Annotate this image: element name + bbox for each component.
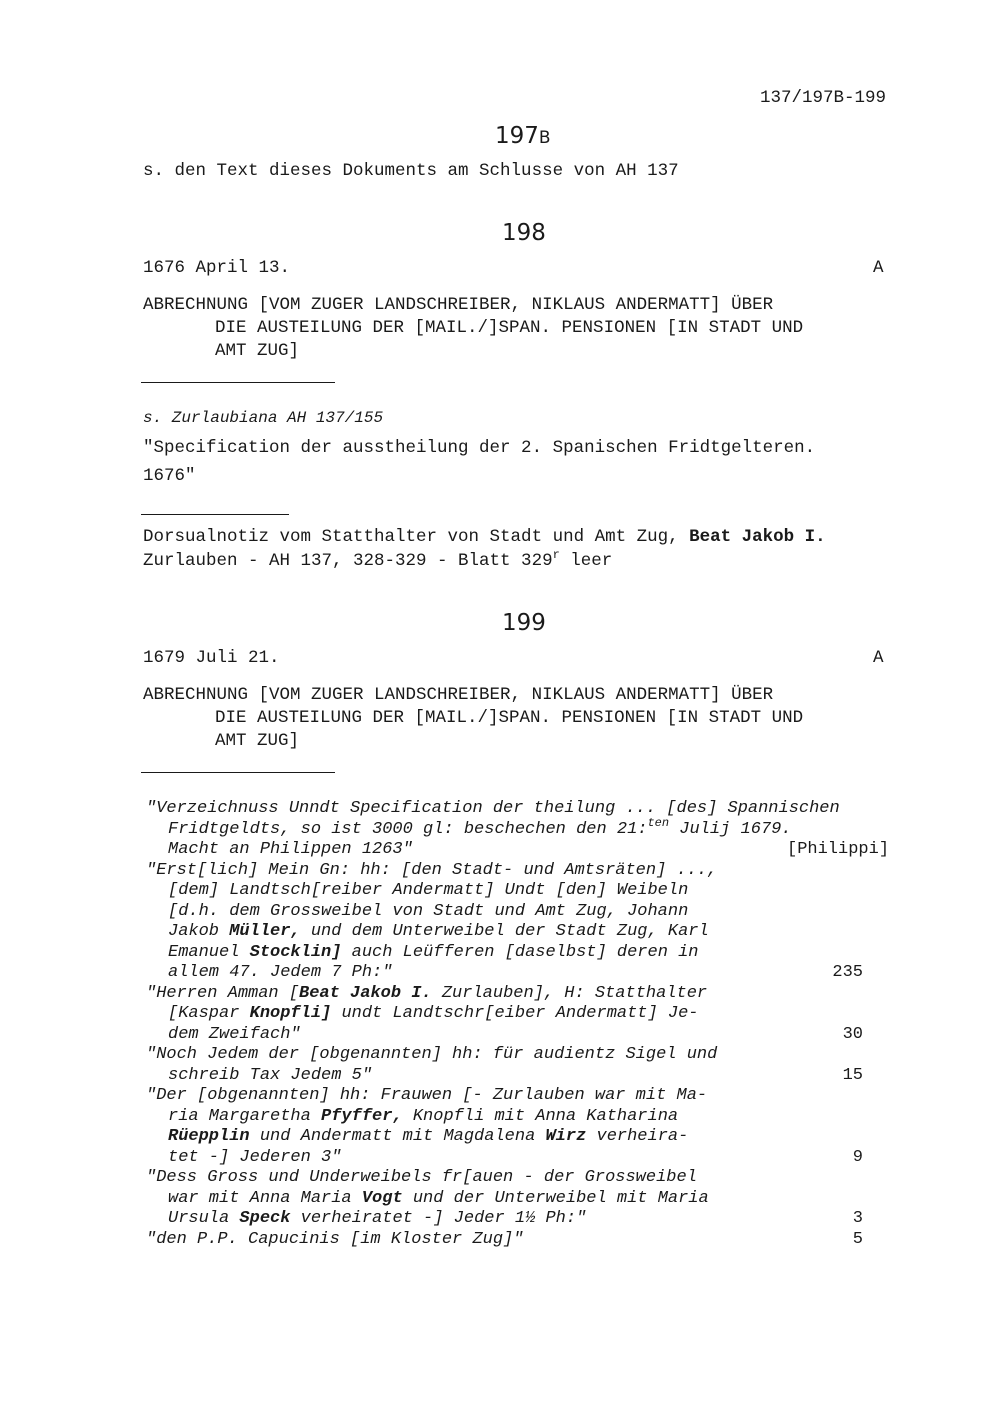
ledger-line: dem Zweifach" 30: [168, 1024, 863, 1044]
ledger-amount: 9: [852, 1147, 863, 1167]
divider: [141, 772, 335, 773]
ledger-line: allem 47. Jedem 7 Ph:" 235: [168, 963, 863, 982]
ledger-amount: 235: [832, 963, 863, 982]
page-reference: 137/197B-199: [760, 88, 887, 108]
document-date-198: 1676 April 13.: [143, 258, 291, 278]
ledger-line: "Verzeichnuss Unndt Specification der theilung ... [des] Spannischen: [146, 799, 840, 818]
ledger-line: "Der [obgenannten] hh: Frauwen [- Zurlauben war mit Ma-: [146, 1086, 708, 1105]
ledger-line: tet -] Jederen 3" 9: [168, 1147, 863, 1167]
ledger-line: [dem] Landtsch[reiber Andermatt] Undt [den] Weibeln: [168, 881, 689, 900]
ledger-tag: [Philippi]: [787, 840, 890, 859]
document-number-198: 198: [502, 220, 546, 246]
ledger-amount: 30: [842, 1024, 863, 1044]
document-note-197b: s. den Text dieses Dokuments am Schlusse von AH 137: [143, 161, 679, 181]
ledger-entries: [146, 799, 906, 1250]
ledger-line: Emanuel Stocklin] auch Leüfferen [daselbst] deren in: [168, 942, 699, 962]
quote-line-198: "Specification der ausstheilung der 2. Spanischen Fridtgelteren.: [143, 438, 816, 458]
ledger-line: "den P.P. Capucinis [im Kloster Zug]" 5: [146, 1229, 863, 1249]
quote-line-198: 1676": [143, 466, 196, 486]
ledger-line: [d.h. dem Grossweibel von Stadt und Amt Zug, Johann: [168, 901, 689, 921]
dorsal-note-198: Dorsualnotiz vom Statthalter von Stadt und Amt Zug, Beat Jakob I.: [143, 527, 826, 547]
ledger-line: war mit Anna Maria Vogt und der Unterweibel mit Maria: [168, 1188, 709, 1208]
ledger-line: "Noch Jedem der [obgenannten] hh: für audientz Sigel und: [146, 1045, 718, 1064]
ledger-line: "Dess Gross und Underweibels fr[auen - der Grossweibel: [146, 1168, 697, 1187]
document-date-199: 1679 Juli 21.: [143, 648, 280, 668]
ledger-line: schreib Tax Jedem 5" 15: [168, 1065, 863, 1085]
ledger-line: Rüepplin und Andermatt mit Magdalena Wirz verheira-: [168, 1127, 689, 1146]
document-title-199: ABRECHNUNG [VOM ZUGER LANDSCHREIBER, NIKLAUS ANDERMATT] ÜBER DIE AUSTEILUNG DER [MAIL./]SPAN. PENSIONEN [IN STADT UND AMT ZUG]: [143, 685, 804, 751]
divider: [141, 514, 289, 515]
ledger-line: ria Margaretha Pfyffer, Knopfli mit Anna Katharina: [168, 1106, 679, 1126]
ledger-line: Ursula Speck verheiratet -] Jeder 1½ Ph:" 3: [168, 1209, 863, 1228]
ledger-line: Jakob Müller, und dem Unterweibel der Stadt Zug, Karl: [168, 922, 709, 941]
document-number-199: 199: [502, 610, 546, 636]
ledger-amount: 5: [852, 1229, 863, 1249]
ledger-line: Fridtgeldts, so ist 3000 gl: beschechen den 21:$^{ten}$ Julij 1679.: [168, 815, 792, 839]
ledger-amount: 15: [842, 1065, 863, 1085]
ledger-line: Macht an Philippen 1263" [Philippi]: [168, 840, 890, 859]
ledger-line: "Erst[lich] Mein Gn: hh: [den Stadt- und Amtsräten] ...,: [146, 860, 718, 880]
divider: [141, 382, 335, 383]
document-mark-199: A: [873, 648, 884, 668]
ledger-line: "Herren Amman [Beat Jakob I. Zurlauben], H: Statthalter: [146, 983, 708, 1003]
ledger-amount: 3: [852, 1209, 863, 1228]
ledger-line: [Kaspar Knopfli] undt Landtschr[eiber Andermatt] Je-: [168, 1004, 699, 1023]
document-number-197b: 197B: [495, 123, 551, 149]
document-mark-198: A: [873, 258, 884, 278]
document-title-198: ABRECHNUNG [VOM ZUGER LANDSCHREIBER, NIKLAUS ANDERMATT] ÜBER DIE AUSTEILUNG DER [MAIL./]SPAN. PENSIONEN [IN STADT UND AMT ZUG]: [143, 295, 804, 361]
dorsal-note-198: Zurlauben - AH 137, 328-329 - Blatt 329$^r$ leer: [143, 548, 613, 571]
source-reference-198: s. Zurlaubiana AH 137/155: [143, 409, 384, 427]
